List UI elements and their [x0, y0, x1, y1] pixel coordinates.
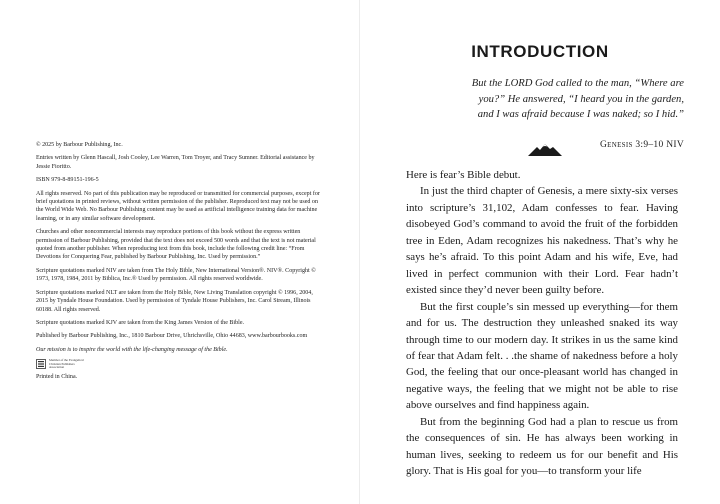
kjv-notice: Scripture quotations marked KJV are taken from the King James Version of the Bible.: [36, 319, 245, 326]
nlt-notice: Scripture quotations marked NLT are taken from the Holy Bible, New Living Translation copyright © 1996, 2004, 2015 by Tyndale House Foundation. Used by permission of Tyndale House Publishers, Inc. Carol Stream, Illinois 60188. All rights reserved.: [36, 289, 313, 313]
body-paragraph: Here is fear’s Bible debut.: [406, 169, 521, 181]
noncommercial-use-notice: Churches and other noncommercial interests may reproduce portions of this book without the express written permission of Barbour Publishing, provided that the text does not exceed 500 words and that the text is not material quoted from another publisher. When reproducing text from this book, include the following credit line: “From Devotions for Conquering Fear, published by Barbour Publishing, Inc. Used by permission.”: [36, 229, 316, 261]
printed-in: Printed in China.: [36, 374, 78, 381]
introduction-page: [360, 0, 720, 504]
publisher-address: Published by Barbour Publishing, Inc., 1810 Barbour Drive, Uhrichsville, Ohio 44683, www.barbourbooks.com: [36, 333, 308, 340]
body-paragraph: In just the third chapter of Genesis, a mere sixty-six verses into scripture’s 31,102, Adam confesses to fear. Having disobeyed God’s command to avoid the fruit of the forbidden tree in Eden, Adam recognizes his nakedness. That’s why he says he’s afraid. To this point Adam and his wife, Eve, had lived in perfect communion with their Lord. Fear hadn’t existed since they’d never been guilty before.: [406, 185, 678, 297]
copyright-block: [36, 141, 324, 387]
ecpa-logo-icon: [36, 359, 46, 369]
scripture-citation: Genesis 3:9–10 NIV: [599, 140, 684, 150]
author-credits: Entries written by Glenn Hascall, Josh Cooley, Lee Warren, Tom Troyer, and Tracy Sumner. Editorial assistance by Jessie Fioritto.: [36, 155, 315, 170]
epigraph-line: But the LORD God called to the man, “Where are: [471, 78, 684, 89]
epigraph: [414, 76, 684, 123]
body-paragraph: But from the beginning God had a plan to rescue us from the consequences of sin. He has always been working in human lives, seeking to redeem us for our benefit and His glory. That is His goal for you—to transform your life: [406, 415, 678, 478]
ecpa-logo: [36, 359, 324, 369]
epigraph-line: you?” He answered, “I heard you in the garden,: [478, 93, 684, 105]
mission-statement: Our mission is to inspire the world with the life-changing message of the Bible.: [36, 346, 228, 353]
page-title: INTRODUCTION: [471, 42, 609, 61]
body-paragraph: But the first couple’s sin messed up everything—for them and for us. The destruction they unleashed snaked its way through time to our modern day. It strikes in us the same kind of fear that Adam felt. . .the shame of nakedness before a holy God, the feeling that our once-pleasant world has changed in negative ways, the feeling that we might not be able to rise above ourselves and find happiness again.: [406, 300, 678, 412]
copyright-line: © 2025 by Barbour Publishing, Inc.: [36, 142, 123, 148]
introduction-body: [406, 167, 678, 480]
rights-reserved-notice: All rights reserved. No part of this publication may be reproduced or transmitted for commercial purposes, except for brief quotations in printed reviews, without written permission of the publisher. Reproduced text may not be used on the World Wide Web. No Barbour Publishing content may be used as artificial intelligence training data for machine learning, or in any similar software development.: [36, 190, 320, 222]
ecpa-logo-caption: Member of the Evangelical Christian Publishers Association: [49, 358, 84, 369]
niv-notice: Scripture quotations marked NIV are taken from The Holy Bible, New International Version®. NIV®. Copyright © 1973, 1978, 1984, 2011 by Biblica, Inc.® Used by permission. All rights reserved worldwide.: [36, 267, 316, 283]
epigraph-line: and I was afraid because I was naked; so I hid.”: [477, 109, 684, 120]
mountain-range-icon: [528, 144, 562, 156]
isbn: ISBN 979-8-89151-196-5: [36, 177, 99, 184]
